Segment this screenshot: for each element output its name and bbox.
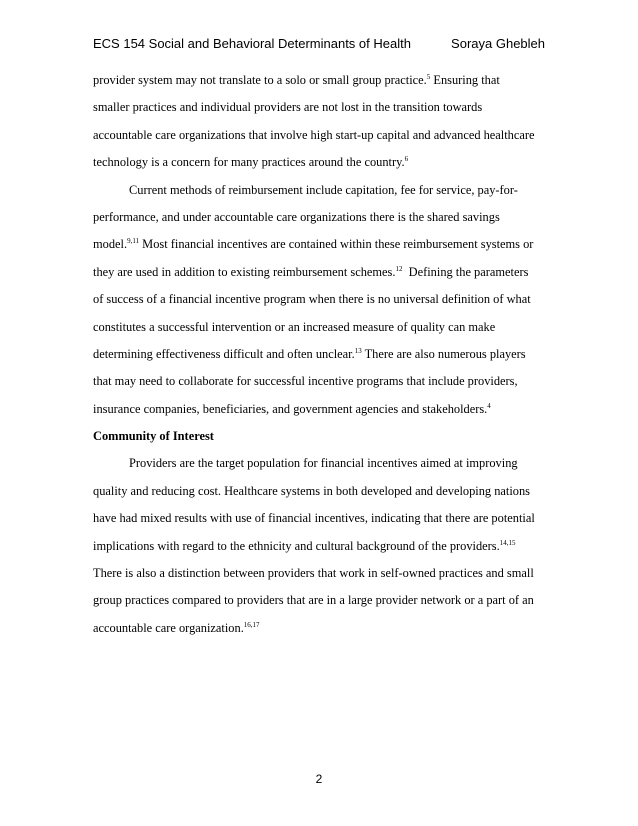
- line-text: they are used in addition to existing reimbursement schemes.: [93, 264, 396, 279]
- line-text: that may need to collaborate for successful incentive programs that include providers,: [93, 374, 518, 389]
- text-line: [93, 314, 548, 341]
- line-text: accountable care organization.: [93, 620, 244, 635]
- line-text: determining effectiveness difficult and often unclear.: [93, 346, 355, 361]
- citation-superscript: 16,17: [243, 620, 260, 629]
- line-text: constitutes a successful intervention or an increased measure of quality can make: [93, 319, 496, 334]
- line-text: quality and reducing cost. Healthcare systems in both developed and developing nations: [93, 483, 530, 498]
- line-text-continued: Most financial incentives are contained within these reimbursement systems or: [139, 237, 534, 252]
- line-text: smaller practices and individual providers are not lost in the transition towards: [93, 100, 483, 115]
- citation-superscript: 9,11: [127, 237, 140, 246]
- section-heading: [93, 423, 548, 450]
- text-line: [93, 177, 548, 204]
- text-line: [93, 67, 548, 94]
- citation-superscript: 12: [395, 264, 403, 273]
- text-line: [93, 560, 548, 587]
- text-line: [93, 368, 548, 395]
- text-line: [93, 450, 548, 477]
- line-text: insurance companies, beneficiaries, and government agencies and stakeholders.: [93, 401, 488, 416]
- line-text: performance, and under accountable care organizations there is the shared savings: [93, 209, 500, 224]
- text-line: [93, 122, 548, 149]
- header-author: Soraya Ghebleh: [451, 36, 545, 51]
- line-text-continued: Ensuring that: [430, 73, 500, 87]
- text-line: [93, 341, 548, 368]
- citation-superscript: 5: [426, 73, 431, 81]
- text-line: [93, 259, 548, 286]
- page-number: 2: [315, 772, 323, 786]
- line-text: of success of a financial incentive program when there is no universal definition of what: [93, 292, 531, 307]
- text-line: [93, 94, 548, 121]
- line-text: accountable care organizations that involve high start-up capital and advanced healthcare: [93, 127, 535, 142]
- line-text: have had mixed results with use of financial incentives, indicating that there are potential: [93, 511, 535, 526]
- line-text-continued: There are also numerous players: [361, 346, 526, 361]
- line-text: technology is a concern for many practices around the country.: [93, 155, 405, 170]
- text-line: [93, 615, 548, 642]
- line-text: Community of Interest: [93, 429, 214, 444]
- line-text: Providers are the target population for financial incentives aimed at improving: [129, 456, 518, 471]
- line-text: provider system may not translate to a solo or small group practice.: [93, 73, 427, 87]
- document-body: [93, 67, 548, 642]
- text-line: [93, 231, 548, 258]
- text-line: [93, 396, 548, 423]
- text-line: [93, 478, 548, 505]
- line-text: implications with regard to the ethnicity and cultural background of the providers.: [93, 538, 500, 553]
- citation-superscript: 4: [487, 401, 491, 410]
- header-course-title: ECS 154 Social and Behavioral Determinants of Health: [93, 36, 411, 51]
- text-line: [93, 204, 548, 231]
- line-text: group practices compared to providers that are in a large provider network or a part of an: [93, 593, 534, 608]
- page-header: [93, 36, 545, 56]
- line-text: Current methods of reimbursement include capitation, fee for service, pay-for-: [129, 182, 518, 197]
- line-text-continued: Defining the parameters: [402, 264, 529, 279]
- text-line: [93, 286, 548, 313]
- line-text: model.: [93, 237, 128, 252]
- text-line: [93, 587, 548, 614]
- line-text: There is also a distinction between providers that work in self-owned practices and small: [93, 566, 534, 581]
- citation-superscript: 6: [404, 155, 409, 164]
- text-line: [93, 149, 548, 176]
- citation-superscript: 13: [354, 346, 362, 355]
- text-line: [93, 533, 548, 560]
- citation-superscript: 14,15: [499, 538, 516, 547]
- text-line: [93, 505, 548, 532]
